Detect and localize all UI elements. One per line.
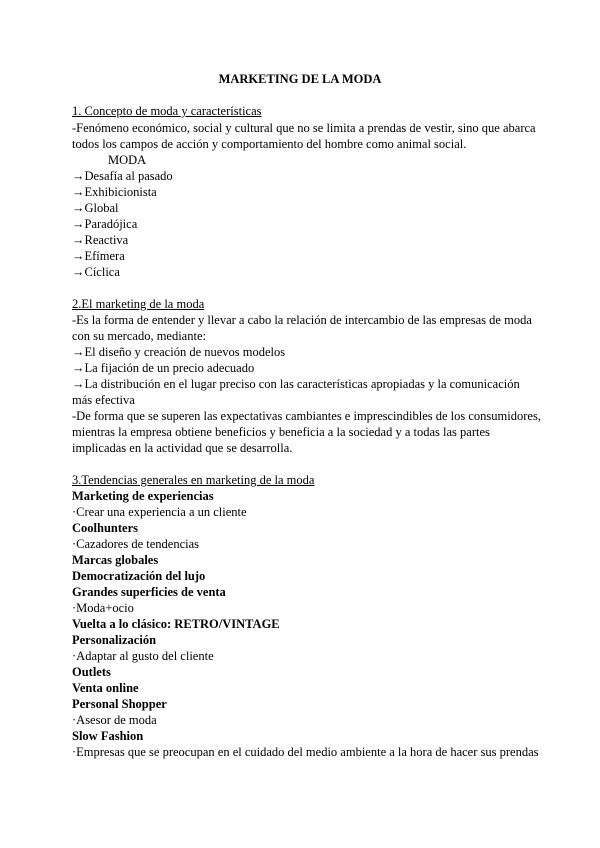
section2-intro-line2: con su mercado, mediante: (72, 329, 206, 343)
arrow-icon: → (72, 185, 85, 199)
trend-title: Democratización del lujo (72, 569, 206, 583)
trend-description: ·Empresas que se preocupan en el cuidado del medio ambiente a la hora de hacer sus prendas (72, 745, 539, 759)
section3-heading: 3.Tendencias generales en marketing de la moda (72, 473, 315, 487)
section2-heading: 2.El marketing de la moda (72, 297, 205, 311)
arrow-icon: → (72, 265, 85, 279)
section2-intro-line1: -Es la forma de entender y llevar a cabo la relación de intercambio de las empresas de moda (72, 313, 532, 327)
section2-closing-line1: -De forma que se superen las expectativas cambiantes e imprescindibles de los consumidores, (72, 409, 541, 423)
arrow-icon: → (72, 377, 85, 391)
trend-description: ·Cazadores de tendencias (72, 537, 200, 551)
trend-title: Personalización (72, 633, 157, 647)
arrow-icon: → (72, 361, 85, 375)
list-item-continuation: más efectiva (72, 393, 135, 407)
trend-title: Marcas globales (72, 553, 159, 567)
arrow-icon: → (72, 201, 85, 215)
trend-description: ·Adaptar al gusto del cliente (72, 649, 214, 663)
trend-title: Outlets (72, 665, 111, 679)
trend-title: Coolhunters (72, 521, 138, 535)
trend-title: Venta online (72, 681, 139, 695)
trend-title: Vuelta a lo clásico: RETRO/VINTAGE (72, 617, 280, 631)
arrow-icon: → (72, 169, 85, 183)
list-item: →La distribución en el lugar preciso con las características apropiadas y la comunicación (72, 377, 520, 391)
list-item: →Efímera (72, 249, 125, 263)
arrow-icon: → (72, 345, 85, 359)
trend-title: Marketing de experiencias (72, 489, 214, 503)
document-title: MARKETING DE LA MODA (218, 72, 382, 86)
section2-closing-line2: mientras la empresa obtiene beneficios y beneficia a la sociedad y a todas las partes (72, 425, 490, 439)
arrow-icon: → (72, 233, 85, 247)
trend-description: ·Asesor de moda (72, 713, 157, 727)
trend-description: ·Crear una experiencia a un cliente (72, 505, 247, 519)
list-item: →Reactiva (72, 233, 129, 247)
list-item: →Paradójica (72, 217, 138, 231)
section2-closing-line3: implicadas en la actividad que se desarrolla. (72, 441, 293, 455)
trend-title: Slow Fashion (72, 729, 144, 743)
list-item: →Desafía al pasado (72, 169, 173, 183)
trend-title: Grandes superficies de venta (72, 585, 226, 599)
list-item: →El diseño y creación de nuevos modelos (72, 345, 286, 359)
trend-title: Personal Shopper (72, 697, 167, 711)
section1-heading: 1. Concepto de moda y características (72, 104, 262, 118)
trend-description: ·Moda+ocio (72, 601, 134, 615)
arrow-icon: → (72, 217, 85, 231)
list-item: →La fijación de un precio adecuado (72, 361, 255, 375)
list-item: →Cíclica (72, 265, 120, 279)
list-item: →Global (72, 201, 119, 215)
section1-paragraph-line2: todos los campos de acción y comportamiento del hombre como animal social. (72, 137, 467, 151)
arrow-icon: → (72, 249, 85, 263)
section1-paragraph-line1: -Fenómeno económico, social y cultural que no se limita a prendas de vestir, sino que abarca (72, 121, 536, 135)
list-item: →Exhibicionista (72, 185, 157, 199)
section1-subheading: MODA (108, 153, 147, 167)
